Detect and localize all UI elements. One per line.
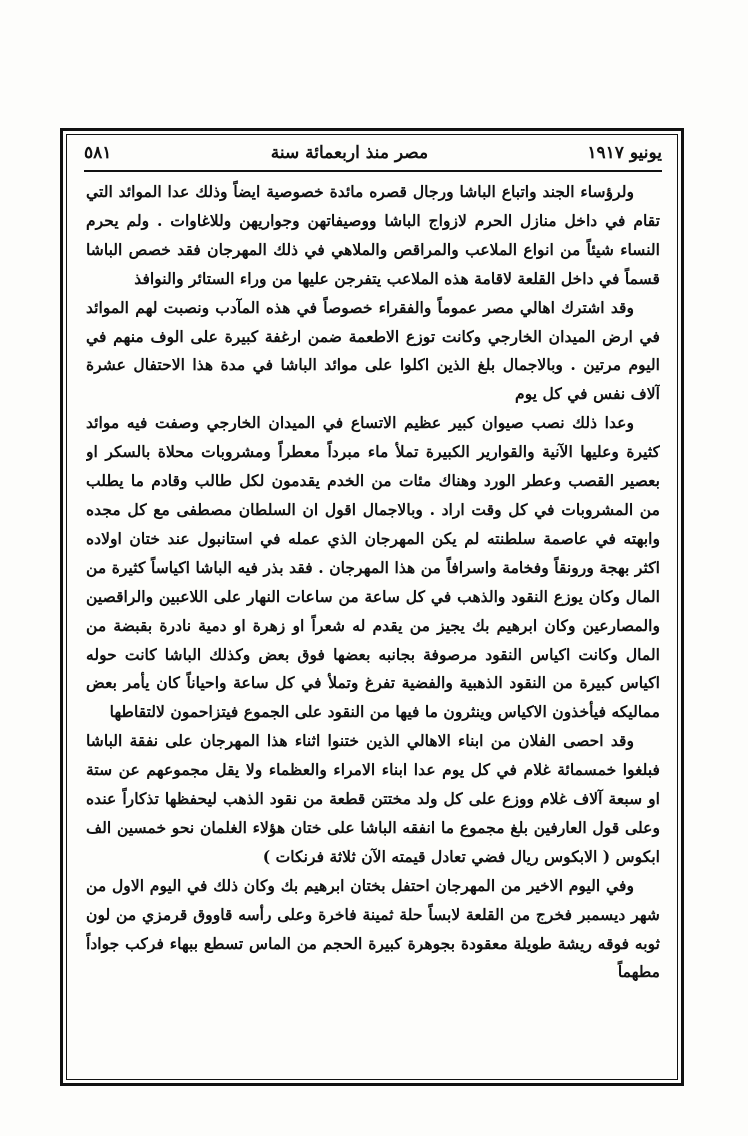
running-header	[84, 138, 662, 168]
paragraph-3: وعدا ذلك نصب صيوان كبير عظيم الاتساع في الميدان الخارجي وصفت فيه موائد كثيرة وعليها الآنية والقوارير الكبيرة تملأ ماء مبرداً معطراً ومشروبات محلاة بالسكر او بعصير القصب وعطر الورد وهناك مئات من الخدم يقدمون لكل طالب وقادم ما يطلب من المشروبات في كل وقت اراد . وبالاجمال اقول ان السلطان مصطفى مع كل مجده وابهته في عاصمة سلطنته لم يكن المهرجان الذي عمله في استانبول عند ختان اولاده اكثر بهجة ورونقاً وفخامة واسرافاً من هذا المهرجان . فقد بذر فيه الباشا اكياساً كثيرة من المال وكان يوزع النقود والذهب في كل ساعة من ساعات النهار على اللاعبين والراقصين والمصارعين وكان ابرهيم بك يجيز من يقدم له شعراً او زهرة او دمية نادرة بقبضة من المال وكانت اكياس النقود مرصوفة بجانبه بعضها فوق بعض وكذلك الباشا كانت حوله اكياس كبيرة من النقود الذهبية والفضية تفرغ وتملأ في كل ساعة واحياناً كان يأمر بعض مماليكه فيأخذون الاكياس وينثرون ما فيها من النقود على الجموع فيتزاحمون لالتقاطها	[86, 413, 660, 722]
paragraph-2: وقد اشترك اهالي مصر عموماً والفقراء خصوصاً في هذه المآدب ونصبت لهم الموائد في ارض الميدان الخارجي وكانت توزع الاطعمة ضمن ارغفة كبيرة على الوف منهم في اليوم مرتين . وبالاجمال بلغ الذين اكلوا على موائد الباشا في مدة هذا الاحتفال عشرة آلاف نفس في كل يوم	[86, 297, 660, 404]
header-rule	[84, 170, 662, 172]
paragraph-4: وقد احصى الفلان من ابناء الاهالي الذين ختنوا اثناء هذا المهرجان على نفقة الباشا فبلغوا خمسمائة غلام في كل يوم عدا ابناء الامراء والعظماء ولا يقل مجموعهم عن ستة او سبعة آلاف غلام ووزع على كل ولد مختتن قطعة من نقود الذهب ليحفظها تذكاراً عنده وعلى قول العارفين بلغ مجموع ما انفقه الباشا على ختان هؤلاء الغلمان نحو خمسين الف ابكوس ( الابكوس ريال فضي تعادل قيمته الآن ثلاثة فرنكات )	[86, 731, 660, 866]
page-number: ٥٨١	[84, 143, 112, 163]
header-date: يونيو ١٩١٧	[587, 143, 662, 163]
header-title: مصر منذ اربعمائة سنة	[270, 143, 429, 163]
article-body	[86, 178, 660, 1070]
paragraph-5: وفي اليوم الاخير من المهرجان احتفل بختان ابرهيم بك وكان ذلك في اليوم الاول من شهر ديسمبر فخرج من القلعة لابساً حلة ثمينة فاخرة وعلى رأسه قاووق قرمزي من لون ثوبه فوقه ريشة طويلة معقودة بجوهرة كبيرة الحجم من الماس تسطع ببهاء فركب جواداً مطهماً	[86, 875, 660, 982]
paragraph-1: ولرؤساء الجند واتباع الباشا ورجال قصره مائدة خصوصية ايضاً وذلك عدا الموائد التي تقام في داخل منازل الحرم لازواج الباشا ووصيفاتهن وجواريهن وللاغاوات . ولم يحرم النساء شيئاً من انواع الملاعب والمراقص والملاهي في ذلك المهرجان فقد خصص الباشا قسماً في داخل القلعة لاقامة هذه الملاعب يتفرجن عليها من وراء الستائر والنوافذ	[86, 182, 660, 288]
